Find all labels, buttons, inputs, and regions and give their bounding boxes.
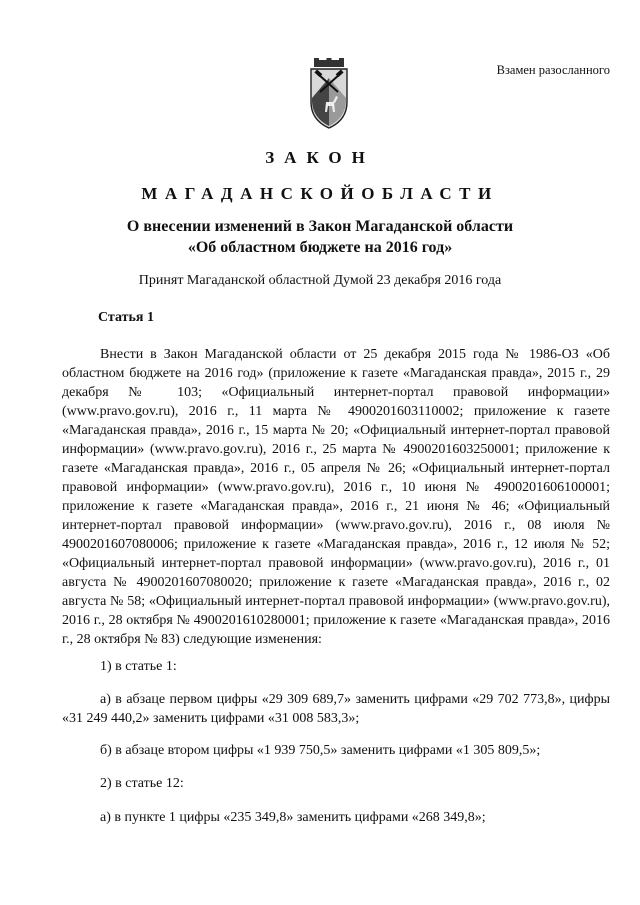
law-subject-line-2: «Об областном бюджете на 2016 год» [187,239,453,256]
document-type-title: ЗАКОН [265,148,375,167]
item-1: 1) в статье 1: [100,659,177,674]
region-title: МАГАДАНСКОЙОБЛАСТИ [141,184,499,203]
intro-paragraph: Внести в Закон Магаданской области от 25 декабря 2015 года № 1986-ОЗ «Об областном бюджете на 2016 год» (приложение к газете «Магаданская правда», 2015 г., 29 декабря № 103; «Официальный интернет-портал правовой информации» (www.pravo.gov.ru), 2016 г., 11 марта № 4900201603110002; приложение к газете «Магаданская правда», 2016 г., 15 марта № 20; «Официальный интернет-портал правовой информации» (www.pravo.gov.ru), 2016 г., 25 марта № 4900201603250001; приложение к газете «Магаданская правда», 2016 г., 05 апреля № 26; «Официальный интернет-портал правовой информации» (www.pravo.gov.ru), 2016 г., 10 июня № 4900201606100001; приложение к газете «Магаданская правда», 2016 г., 21 июня № 46; «Официальный интернет-портал правовой информации» (www.pravo.gov.ru), 2016 г., 08 июля № 4900201607080006; приложение к газете «Магаданская правда», 2016 г., 12 июля № 52; «Официальный интернет-портал правовой информации» (www.pravo.gov.ru), 2016 г., 01 августа № 4900201607080020; приложение к газете «Магаданская правда», 2016 г., 02 августа № 58; «Официальный интернет-портал правовой информации» (www.pravo.gov.ru), 2016 г., 28 октября № 4900201610280001; приложение к газете «Магаданская правда», 2016 г., 28 октября № 83) следующие изменения: [62,347,610,647]
distribution-note: Взамен разосланного [496,63,610,77]
adoption-line: Принят Магаданской областной Думой 23 декабря 2016 года [138,273,502,288]
item-1b: б) в абзаце втором цифры «1 939 750,5» заменить цифрами «1 305 809,5»; [100,743,541,758]
law-subject [0,216,640,258]
item-1a: а) в абзаце первом цифры «29 309 689,7» заменить цифрами «29 702 773,8», цифры «31 249 440,2» заменить цифрами «31 008 583,3»; [62,692,610,726]
article-heading: Статья 1 [98,310,154,325]
law-subject-line-1: О внесении изменений в Закон Магаданской области [126,218,514,235]
coat-of-arms-emblem [304,58,354,130]
article-intro [62,345,610,649]
item-2: 2) в статье 12: [100,776,184,791]
item-2a: а) в пункте 1 цифры «235 349,8» заменить цифрами «268 349,8»; [100,810,486,825]
